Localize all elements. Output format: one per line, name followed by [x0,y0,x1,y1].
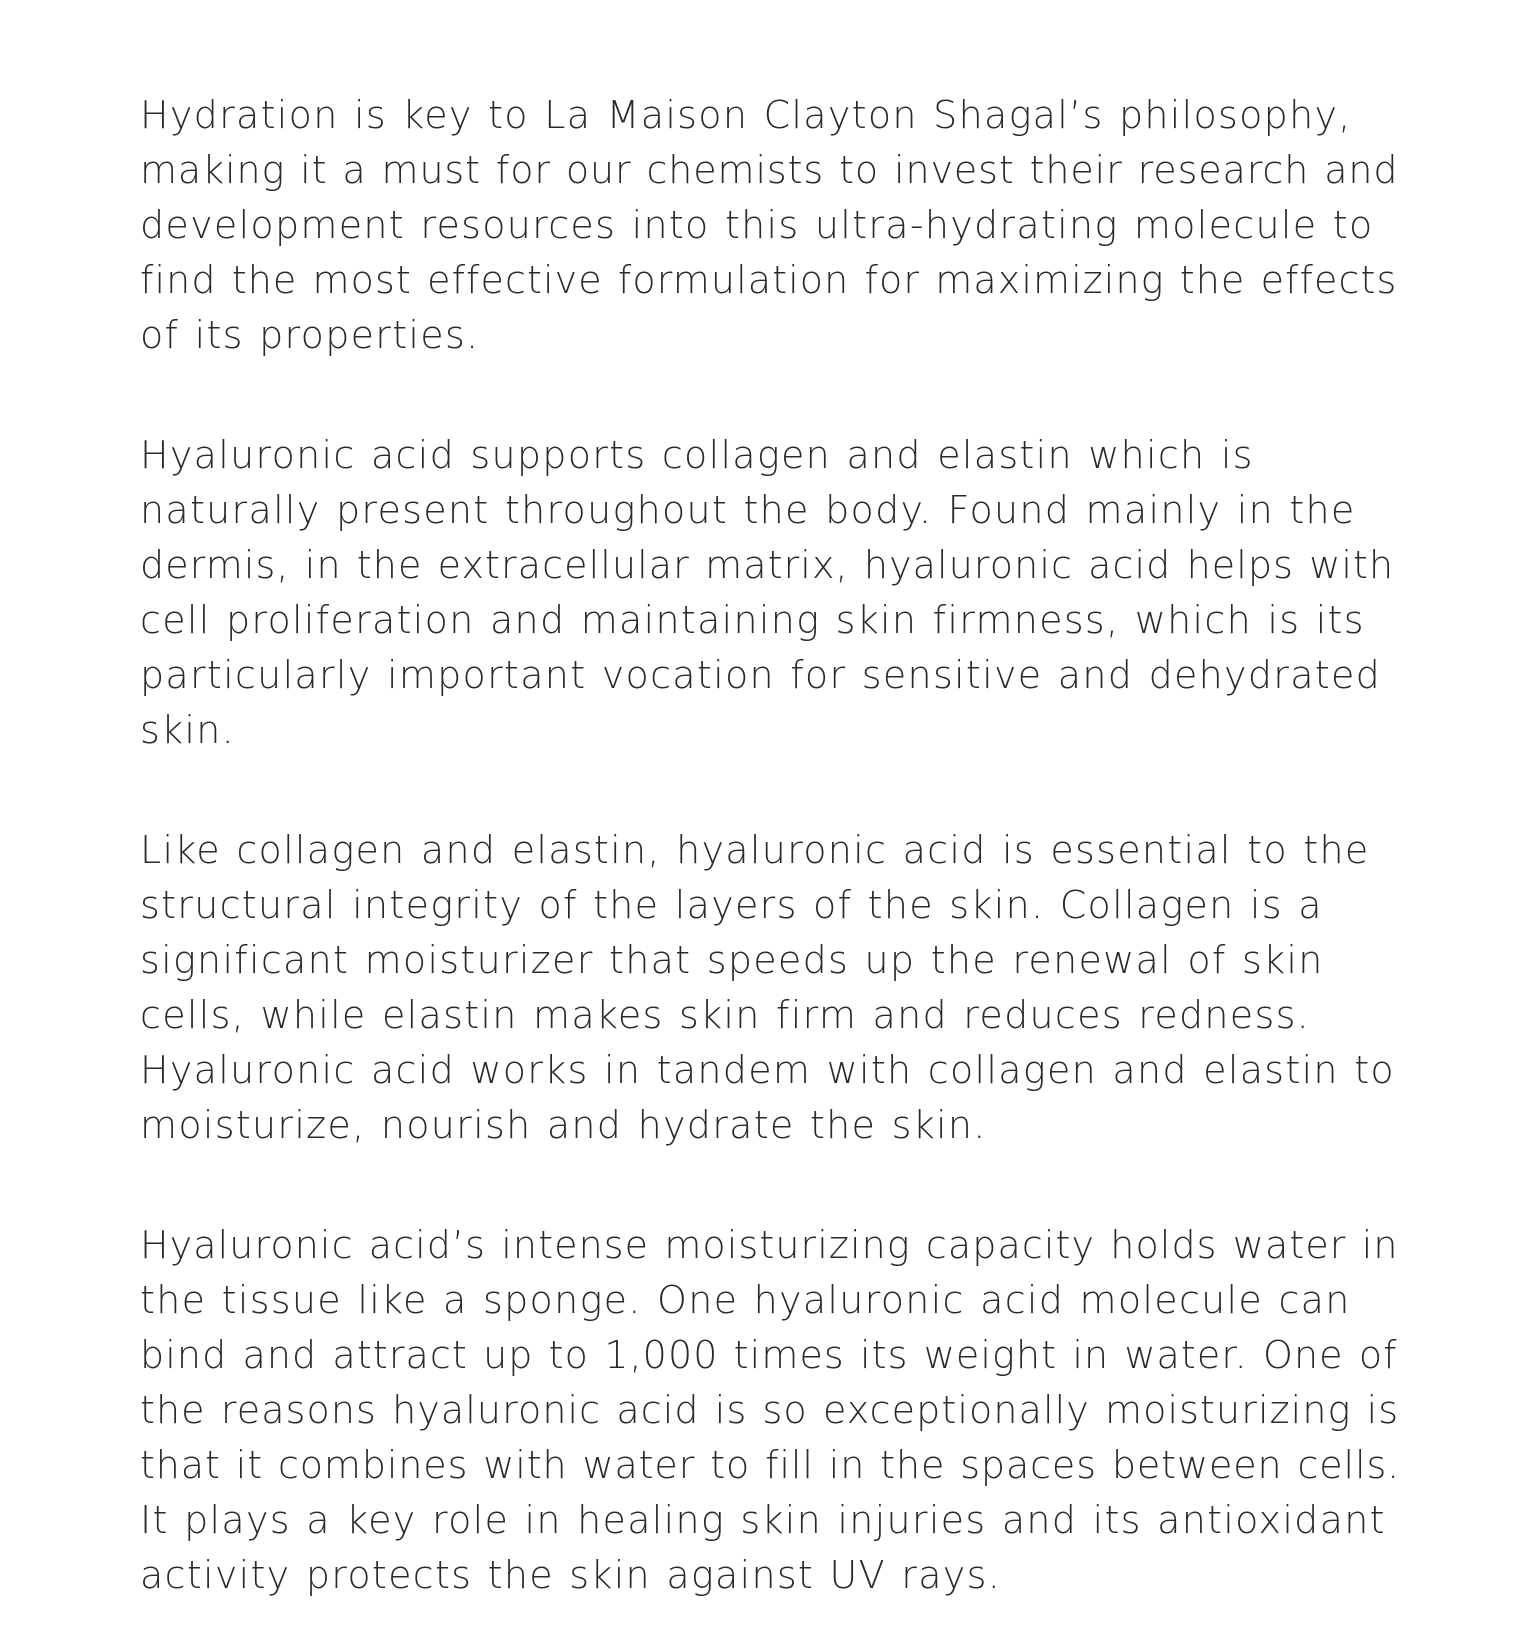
paragraph-line: of its properties. [140,313,480,357]
article-body [140,88,1400,1603]
paragraph-line: structural integrity of the layers of the skin. Collagen is a [140,883,1323,927]
paragraph-line: the reasons hyaluronic acid is so exceptionally moisturizing is [140,1388,1400,1432]
paragraph-hyaluronic-support [140,428,1400,758]
paragraph-line: that it combines with water to fill in the spaces between cells. [140,1443,1401,1487]
paragraph-line: Like collagen and elastin, hyaluronic acid is essential to the [140,828,1370,872]
paragraph-line: activity protects the skin against UV rays. [140,1553,1002,1597]
paragraph-line: cells, while elastin makes skin firm and reduces redness. [140,993,1311,1037]
paragraph-moisturizing-capacity [140,1218,1400,1603]
paragraph-line: moisturize, nourish and hydrate the skin. [140,1103,987,1147]
paragraph-line: Hyaluronic acid works in tandem with collagen and elastin to [140,1048,1395,1092]
paragraph-line: Hyaluronic acid’s intense moisturizing capacity holds water in [140,1223,1399,1267]
paragraph-line: Hydration is key to La Maison Clayton Shagal’s philosophy, [140,93,1352,137]
paragraph-line: dermis, in the extracellular matrix, hyaluronic acid helps with [140,543,1395,587]
paragraph-line: the tissue like a sponge. One hyaluronic acid molecule can [140,1278,1351,1322]
paragraph-line: bind and attract up to 1,000 times its weight in water. One of [140,1333,1398,1377]
paragraph-line: cell proliferation and maintaining skin firmness, which is its [140,598,1365,642]
paragraph-line: significant moisturizer that speeds up the renewal of skin [140,938,1324,982]
paragraph-line: naturally present throughout the body. Found mainly in the [140,488,1356,532]
paragraph-hydration-philosophy [140,88,1400,363]
paragraph-line: particularly important vocation for sensitive and dehydrated [140,653,1382,697]
paragraph-line: skin. [140,708,236,752]
paragraph-collagen-elastin [140,823,1400,1153]
paragraph-line: development resources into this ultra-hydrating molecule to [140,203,1374,247]
paragraph-line: making it a must for our chemists to invest their research and [140,148,1399,192]
paragraph-line: find the most effective formulation for maximizing the effects [140,258,1398,302]
paragraph-line: Hyaluronic acid supports collagen and elastin which is [140,433,1254,477]
paragraph-line: It plays a key role in healing skin injuries and its antioxidant [140,1498,1386,1542]
